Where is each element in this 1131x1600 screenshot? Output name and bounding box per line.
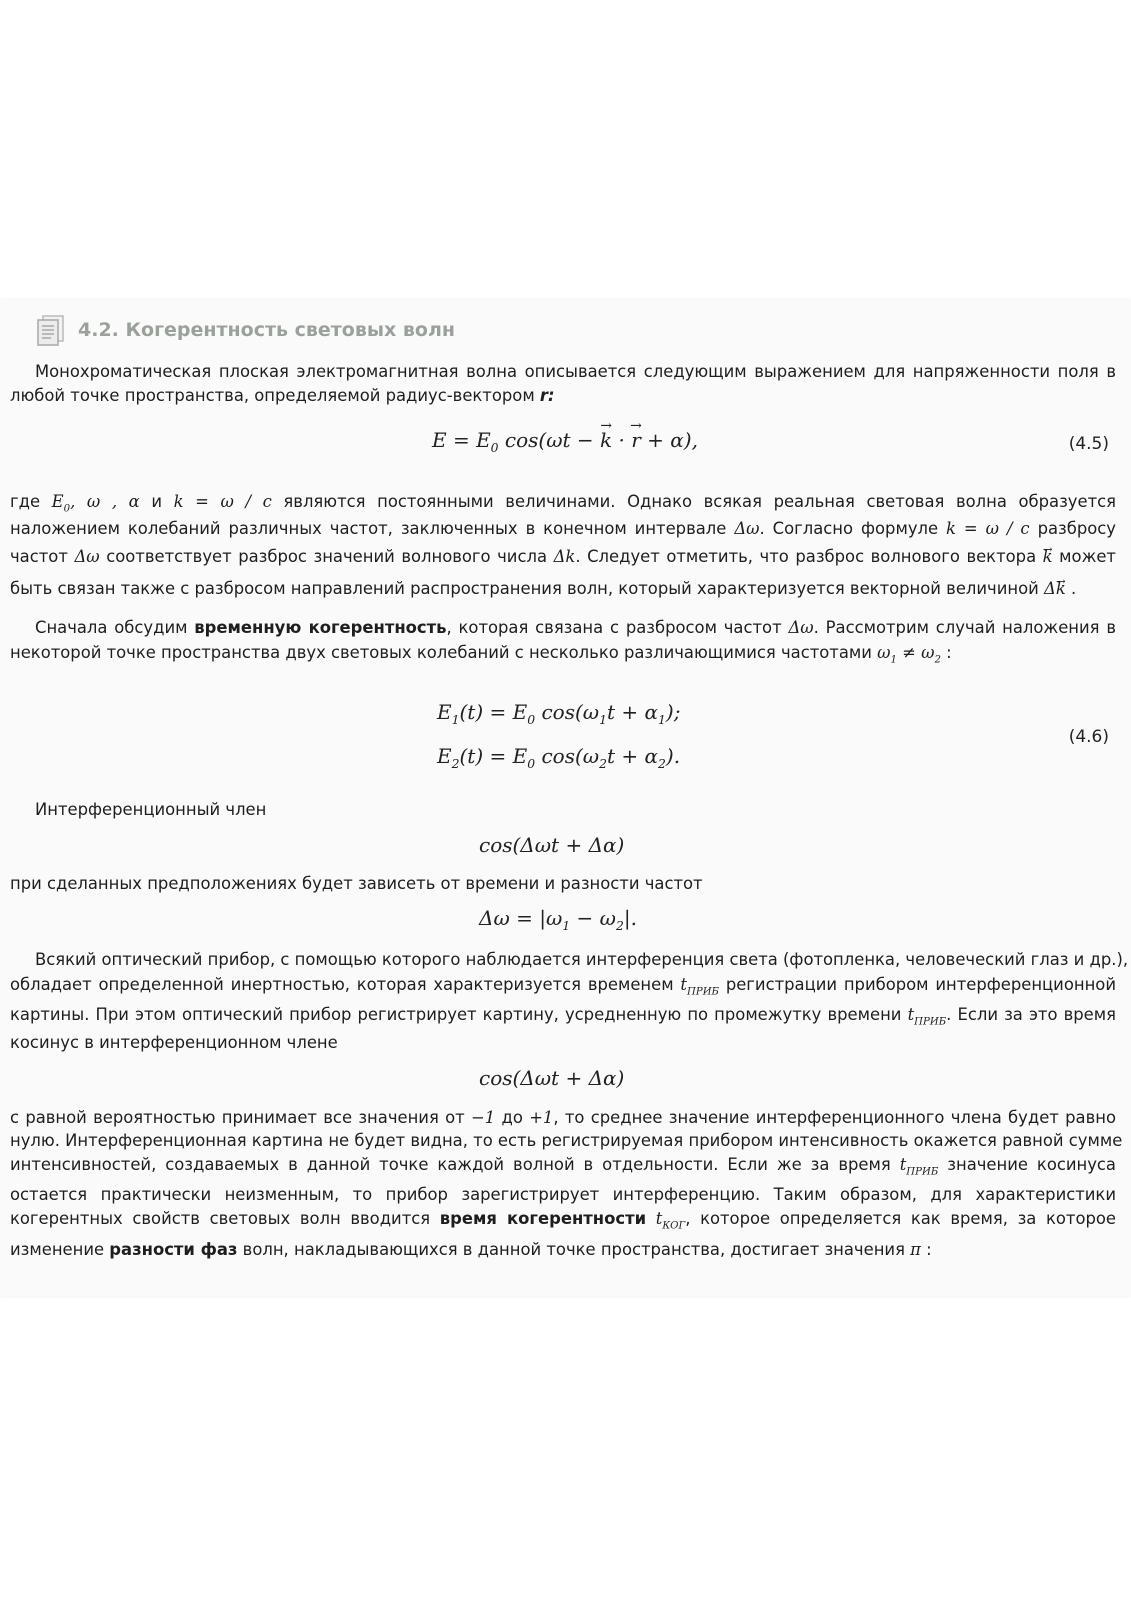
paragraph-line: любой точке пространства, определяемой радиус-вектором r: (10, 386, 555, 405)
equation-4-6-line2: $E_2(t) = E_0$ $\cos(\omega_2t + \alpha_2)$. (437, 744, 681, 771)
paragraph-line: где $E_0$, ω , α и k = ω / c являются постоянными величинами. Однако всякая реальная световая волна образуется (10, 492, 1116, 515)
equation-number: (4.6) (1068, 727, 1109, 747)
document-icon (34, 313, 68, 347)
paragraph-line: Сначала обсудим временную когерентность, которая связана с разбросом частот Δω. Рассмотрим случай наложения в (35, 618, 1116, 637)
paragraph-line: с равной вероятностью принимает все значения от −1 до +1, то среднее значение интерференционного члена будет равно (10, 1108, 1116, 1127)
paragraph-line: нулю. Интерференционная картина не будет видна, то есть регистрируемая прибором интенсивность окажется равной сумме (10, 1131, 1123, 1150)
equation-4-6-line1: $E_1(t) = E_0$ $\cos(\omega_1t + \alpha_1)$; (437, 700, 681, 727)
paragraph-line: наложением колебаний различных частот, заключенных в конечном интервале Δω. Согласно формуле k = ω / c разбросу (10, 519, 1117, 538)
paragraph-line: картины. При этом оптический прибор регистрирует картину, усредненную по промежутку времени $t_{ПРИБ}$. Если за это время (10, 1005, 1116, 1028)
paragraph-line: при сделанных предположениях будет зависеть от времени и разности частот (10, 874, 703, 893)
paragraph-line: интенсивностей, создаваемых в данной точке каждой волной в отдельности. Если же за время $t_{ПРИБ}$ значение косинуса (10, 1155, 1116, 1178)
paragraph-line: некоторой точке пространства двух световых колебаний с несколько различающимися частотами $\omega_1 \ne \omega_2$ : (10, 643, 952, 666)
paragraph-line: остается практически неизменным, то прибор зарегистрирует интерференцию. Таким образом, для характеристики (10, 1185, 1116, 1204)
equation-4-5: $E = E_0$ cos(ωt − → k · → r + α), (432, 428, 698, 455)
paragraph-line: изменение разности фаз волн, накладывающихся в данной точке пространства, достигает значения π : (10, 1240, 932, 1259)
paragraph-line: обладает определенной инертностью, которая характеризуется временем $t_{ПРИБ}$ регистрации прибором интерференционной (10, 975, 1116, 998)
paragraph-line: Монохроматическая плоская электромагнитная волна описывается следующим выражением для напряженности поля в (35, 362, 1116, 381)
equation-number: (4.5) (1068, 434, 1109, 454)
section-title: 4.2. Когерентность световых волн (78, 319, 456, 341)
frequency-difference-formula: $\Delta\omega = |\omega_1 - \omega_2|$. (479, 906, 637, 933)
paragraph-line: Интерференционный член (35, 800, 267, 819)
section-heading (34, 313, 455, 347)
paragraph-line: Всякий оптический прибор, с помощью которого наблюдается интерференция света (фотопленка, человеческий глаз и др.), (35, 950, 1129, 969)
paragraph-line: быть связан также с разбросом направлений распространения волн, который характеризуется векторной величиной Δ→ k . (10, 577, 1116, 601)
paragraph-line: когерентных свойств световых волн вводится время когерентности $t_{КОГ}$, которое определяется как время, за которое (10, 1209, 1116, 1232)
interference-term-formula: cos(Δωt + Δα) (479, 833, 625, 857)
paragraph-line: косинус в интерференционном члене (10, 1033, 338, 1052)
interference-term-formula-2: cos(Δωt + Δα) (479, 1066, 625, 1090)
paragraph-line: частот Δω соответствует разброс значений волнового числа Δk. Следует отметить, что разброс волнового вектора → k может (10, 545, 1116, 569)
